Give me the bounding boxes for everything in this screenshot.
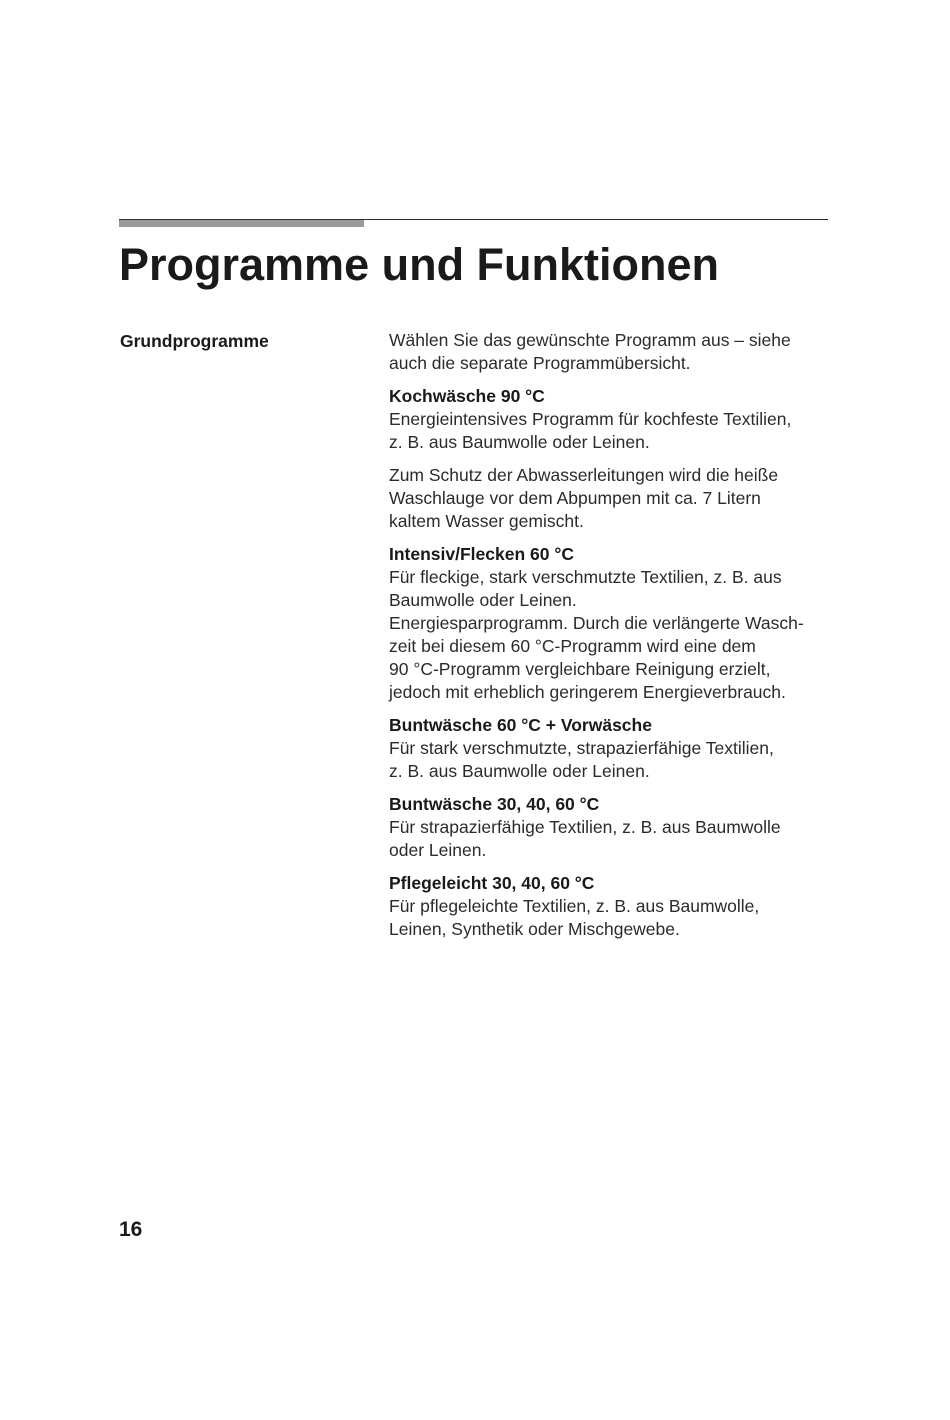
program-text-line: z. B. aus Baumwolle oder Leinen. [389,761,650,781]
section-label: Grundprogramme [120,331,269,351]
program-heading: Pflegeleicht 30, 40, 60 °C [389,873,595,893]
program-text-line: Für fleckige, stark verschmutzte Textilien, z. B. aus [389,567,782,587]
program-text-line: jedoch mit erheblich geringerem Energieverbrauch. [389,682,786,702]
program-text-line: Waschlauge vor dem Abpumpen mit ca. 7 Litern [389,488,761,508]
program-note-kochwaesche [389,464,834,533]
intro-line: auch die separate Programmübersicht. [389,353,691,373]
program-text-line: Energieintensives Programm für kochfeste Textilien, [389,409,792,429]
program-block-intensiv-flecken [389,543,834,704]
program-heading: Intensiv/Flecken 60 °C [389,544,574,564]
header-accent-bar [119,220,364,227]
program-text-line: Zum Schutz der Abwasserleitungen wird die heiße [389,465,779,485]
section-content [389,329,834,951]
program-text-line: 90 °C-Programm vergleichbare Reinigung erzielt, [389,659,771,679]
program-heading: Buntwäsche 30, 40, 60 °C [389,794,600,814]
program-text-line: Für pflegeleichte Textilien, z. B. aus Baumwolle, [389,896,760,916]
intro-paragraph [389,329,834,375]
program-text-line: kaltem Wasser gemischt. [389,511,584,531]
intro-line: Wählen Sie das gewünschte Programm aus – siehe [389,330,791,350]
program-text-line: zeit bei diesem 60 °C-Programm wird eine dem [389,636,756,656]
program-text-line: oder Leinen. [389,840,487,860]
program-block-buntwaesche-vorwaesche [389,714,834,783]
program-text-line: z. B. aus Baumwolle oder Leinen. [389,432,650,452]
program-block-kochwaesche [389,385,834,454]
program-block-buntwaesche [389,793,834,862]
program-heading: Kochwäsche 90 °C [389,386,545,406]
program-text-line: Leinen, Synthetik oder Mischgewebe. [389,919,680,939]
page-number: 16 [119,1218,143,1241]
program-text-line: Für stark verschmutzte, strapazierfähige Textilien, [389,738,774,758]
page-title: Programme und Funktionen [119,239,720,290]
program-heading: Buntwäsche 60 °C + Vorwäsche [389,715,652,735]
program-block-pflegeleicht [389,872,834,941]
program-text-line: Für strapazierfähige Textilien, z. B. aus Baumwolle [389,817,781,837]
program-text-line: Energiesparprogramm. Durch die verlängerte Wasch- [389,613,804,633]
program-text-line: Baumwolle oder Leinen. [389,590,577,610]
